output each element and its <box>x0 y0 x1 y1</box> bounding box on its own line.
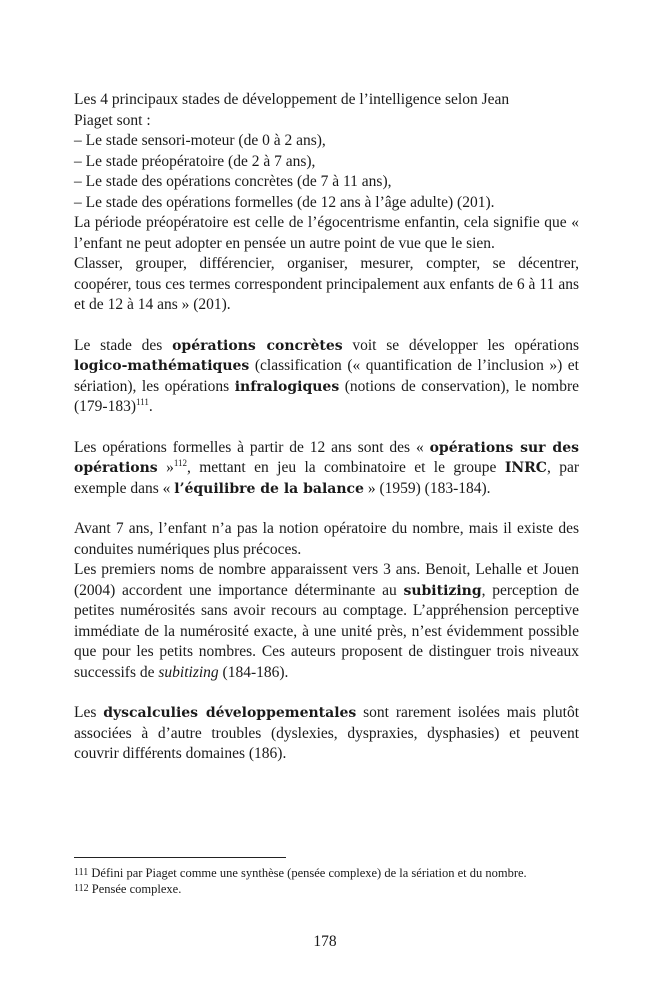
term-operations-concretes: opérations concrètes <box>172 337 343 354</box>
term-equilibre-balance: l’équilibre de la balance <box>174 480 364 497</box>
text-run: (classification (« quantification de l’inclusion ») et sériation), les opérations <box>74 357 579 395</box>
text-run: (184-186). <box>218 663 289 681</box>
footnote-text: Défini par Piaget comme une synthèse (pensée complexe) de la sériation et du nombre. <box>88 866 527 880</box>
classer-paragraph: Classer, grouper, différencier, organiser, mesurer, compter, se décentrer, coopérer, tous ces termes correspondent principalement aux enfants de 6 à 11 ans et de 12 à 14 ans » (201). <box>74 255 579 313</box>
stage-item-1: – Le stade sensori-moteur (de 0 à 2 ans), <box>74 132 326 149</box>
footnotes <box>74 865 579 897</box>
footnote-111 <box>74 865 579 881</box>
term-infralogiques: infralogiques <box>234 378 340 395</box>
footnote-separator <box>74 857 286 858</box>
stage-item-4: – Le stade des opérations formelles (de 12 ans à l’âge adulte) (201). <box>74 193 495 211</box>
text-run: (notions de conservation), le nombre (179-183) <box>74 377 579 415</box>
preoperatoire-paragraph: La période préopératoire est celle de l’égocentrisme enfantin, cela signifie que « l’enfant ne peut adopter en pensée un autre point de vue que le sien. <box>74 214 579 252</box>
intro-line-2: Piaget sont : <box>74 111 151 129</box>
paragraph-gap <box>74 316 579 336</box>
paragraph-gap <box>74 418 579 438</box>
footnote-number: 111 <box>74 867 89 878</box>
body-text <box>74 90 579 765</box>
page-number: 178 <box>313 933 337 950</box>
subitizing-paragraph <box>74 560 579 683</box>
text-run: » <box>157 459 174 476</box>
intro-line-1: Les 4 principaux stades de développement de l’intelligence selon Jean <box>74 91 510 108</box>
stage-item-3: – Le stade des opérations concrètes (de 7 à 11 ans), <box>74 173 392 190</box>
dyscalculies-paragraph <box>74 703 579 765</box>
text-run: Les <box>74 704 104 721</box>
text-run: voit se développer les opérations <box>342 336 579 354</box>
term-dyscalculies: dyscalculies développementales <box>103 705 357 721</box>
text-run: , perception de petites numérosités sans avoir recours au comptage. L’appréhension perceptive immédiate de la numérosité exacte, à une unité près, n’est évidemment possible que pour les petits nombres. Ces auteurs proposent de distinguer trois niveaux successifs de <box>74 581 579 681</box>
term-inrc: INRC <box>504 460 547 476</box>
operations-concretes-paragraph <box>74 336 579 418</box>
term-logico-mathematiques: logico-mathématiques <box>74 358 250 374</box>
paragraph-gap <box>74 683 579 703</box>
text-run: Les premiers noms de nombre apparaissent vers 3 ans. Benoit, Lehalle et Jouen (2004) accordent une importance déterminante au <box>74 561 579 599</box>
term-subitizing: subitizing <box>403 582 482 599</box>
footnote-112 <box>74 881 579 897</box>
text-run: , par exemple dans « <box>74 459 579 497</box>
footnote-ref-112[interactable]: 112 <box>173 458 187 468</box>
avant-7-ans-paragraph: Avant 7 ans, l’enfant n’a pas la notion opératoire du nombre, mais il existe des conduites numériques plus précoces. <box>74 520 579 558</box>
term-operations-sur-des-operations: opérations sur des opérations <box>74 439 580 476</box>
operations-formelles-paragraph <box>74 438 579 500</box>
footnote-number: 112 <box>74 883 89 894</box>
term-subitizing-italic: subitizing <box>158 663 219 681</box>
footnote-ref-111[interactable]: 111 <box>136 397 149 407</box>
text-run: Les opérations formelles à partir de 12 ans sont des « <box>74 438 430 456</box>
text-run: » (1959) (183-184). <box>363 479 491 497</box>
text-run: . <box>148 398 153 415</box>
text-run: , mettant en jeu la combinatoire et le groupe <box>186 459 505 476</box>
paragraph-gap <box>74 499 579 519</box>
text-run: sont rarement isolées mais plutôt associées à d’autre troubles (dyslexies, dyspraxies, dysphasies) et peuvent couvrir différents domaines (186). <box>74 704 580 762</box>
text-run: Le stade des <box>74 336 173 354</box>
footnote-text: Pensée complexe. <box>88 882 182 896</box>
stage-item-2: – Le stade préopératoire (de 2 à 7 ans), <box>74 152 316 170</box>
